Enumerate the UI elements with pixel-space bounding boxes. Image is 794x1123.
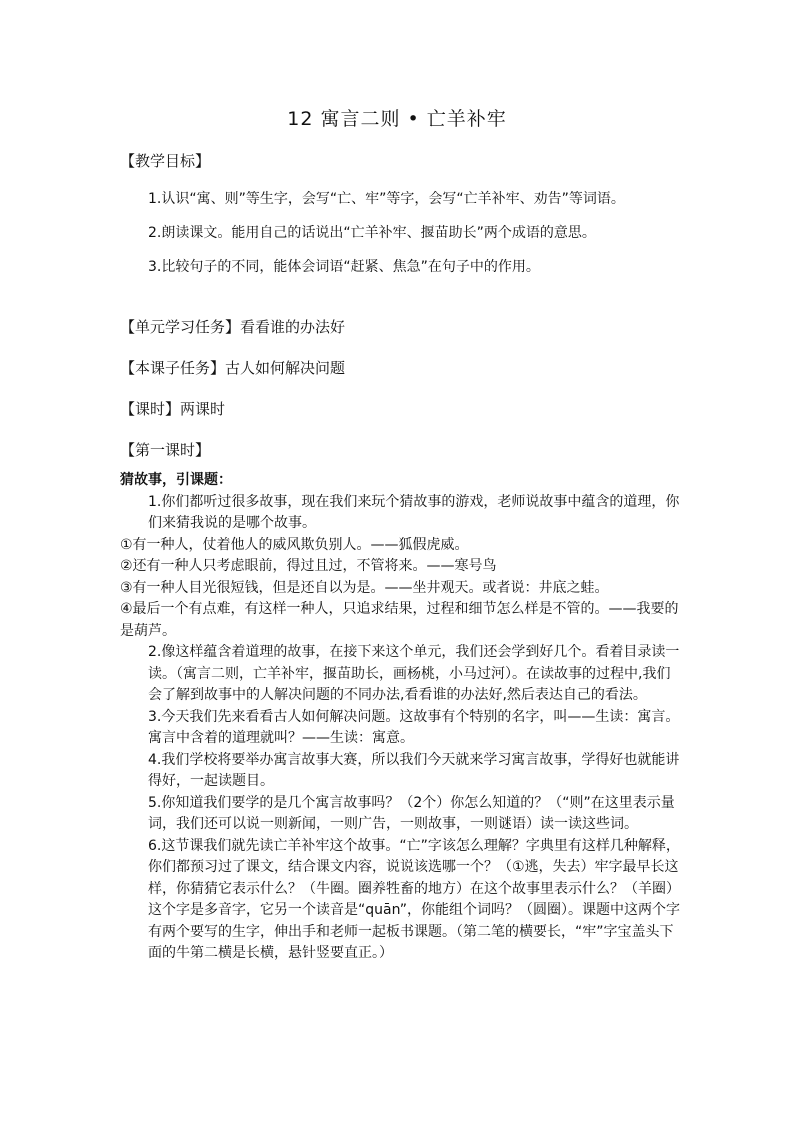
story-item-4: ④最后一个有点难，有这样一种人，只追求结果，过程和细节怎么样是不管的。——我要的是葫芦。 (120, 601, 679, 639)
story-item-1: ①有一种人，仗着他人的威风欺负别人。——狐假虎威。 (120, 536, 469, 553)
story-item-3: ③有一种人目光很短钱，但是还自以为是。——坐井观天。或者说：井底之蛙。 (120, 579, 609, 596)
section-teaching-goals: 【教学目标】 (120, 152, 211, 170)
lesson-body (120, 470, 680, 965)
paragraph-4: 4.我们学校将要举办寓言故事大赛，所以我们今天就来学习寓言故事，学得好也就能讲得好，一起读题目。 (148, 751, 680, 789)
unit-task-label: 【单元学习任务】 (120, 318, 241, 336)
paragraph-5: 5.你知道我们要学的是几个寓言故事吗？（2个）你怎么知道的？（“则”在这里表示量词，我们还可以说一则新闻，一则广告，一则故事，一则谜语）读一读这些词。 (148, 794, 675, 832)
page-title: 12 寓言二则 • 亡羊补牢 (287, 108, 507, 130)
section-heading: 猜故事，引课题： (120, 472, 232, 488)
goal-item-1: 1.认识“寓、则”等生字，会写“亡、牢”等字，会写“亡羊补牢、劝告”等词语。 (148, 191, 625, 207)
paragraph-6: 6.这节课我们就先读亡羊补牢这个故事。“亡”字该怎么理解？字典里有这样几种解释，你们都预习过了课文，结合课文内容，说说该选哪一个？（①逃，失去）牢字最早长这样，你猜猜它表示什么？（牛圈。圈养牲畜的地方）在这个故事里表示什么？（羊圈）这个字是多音字，它另一个读音是“quān”，你能组个词吗？（圆圈）。课题中这两个字有两个要写的生字，伸出手和老师一起板书课题。（第二笔的横要长，“牢”字宝盖头下面的牛第二横是长横，悬针竖要直正。） (148, 837, 680, 961)
paragraph-2: 2.像这样蕴含着道理的故事，在接下来这个单元，我们还会学到好几个。看着目录读一读。（寓言二则，亡羊补牢，揠苗助长，画杨桃，小马过河）。在读故事的过程中,我们会了解到故事中的人解决问题的不同办法,看看谁的办法好,然后表达自己的看法。 (148, 644, 680, 703)
hours-line (120, 398, 680, 419)
unit-task-text: 看看谁的办法好 (240, 318, 346, 336)
goal-item-3: 3.比较句子的不同，能体会词语“赶紧、焦急”在句子中的作用。 (148, 259, 540, 275)
first-lesson-heading: 【第一课时】 (120, 441, 211, 459)
paragraph-1: 1.你们都听过很多故事，现在我们来玩个猜故事的游戏，老师说故事中蕴含的道理，你们来猜我说的是哪个故事。 (148, 493, 680, 531)
hours-label: 【课时】 (120, 400, 181, 418)
goal-item-2: 2.朗读课文。能用自己的话说出“亡羊补牢、揠苗助长”两个成语的意思。 (148, 225, 596, 241)
lesson-task-line (120, 357, 680, 378)
goals-list (120, 182, 680, 284)
lesson-task-label: 【本课子任务】 (120, 359, 226, 377)
unit-task-line (120, 316, 680, 337)
story-item-2: ②还有一种人只考虑眼前，得过且过，不管将来。——寒号鸟 (120, 558, 497, 574)
lesson-task-text: 古人如何解决问题 (225, 359, 346, 377)
paragraph-3: 3.今天我们先来看看古人如何解决问题。这故事有个特别的名字，叫——生读：寓言。寓言中含着的道理就叫？——生读：寓意。 (148, 708, 680, 746)
hours-text: 两课时 (180, 400, 226, 418)
